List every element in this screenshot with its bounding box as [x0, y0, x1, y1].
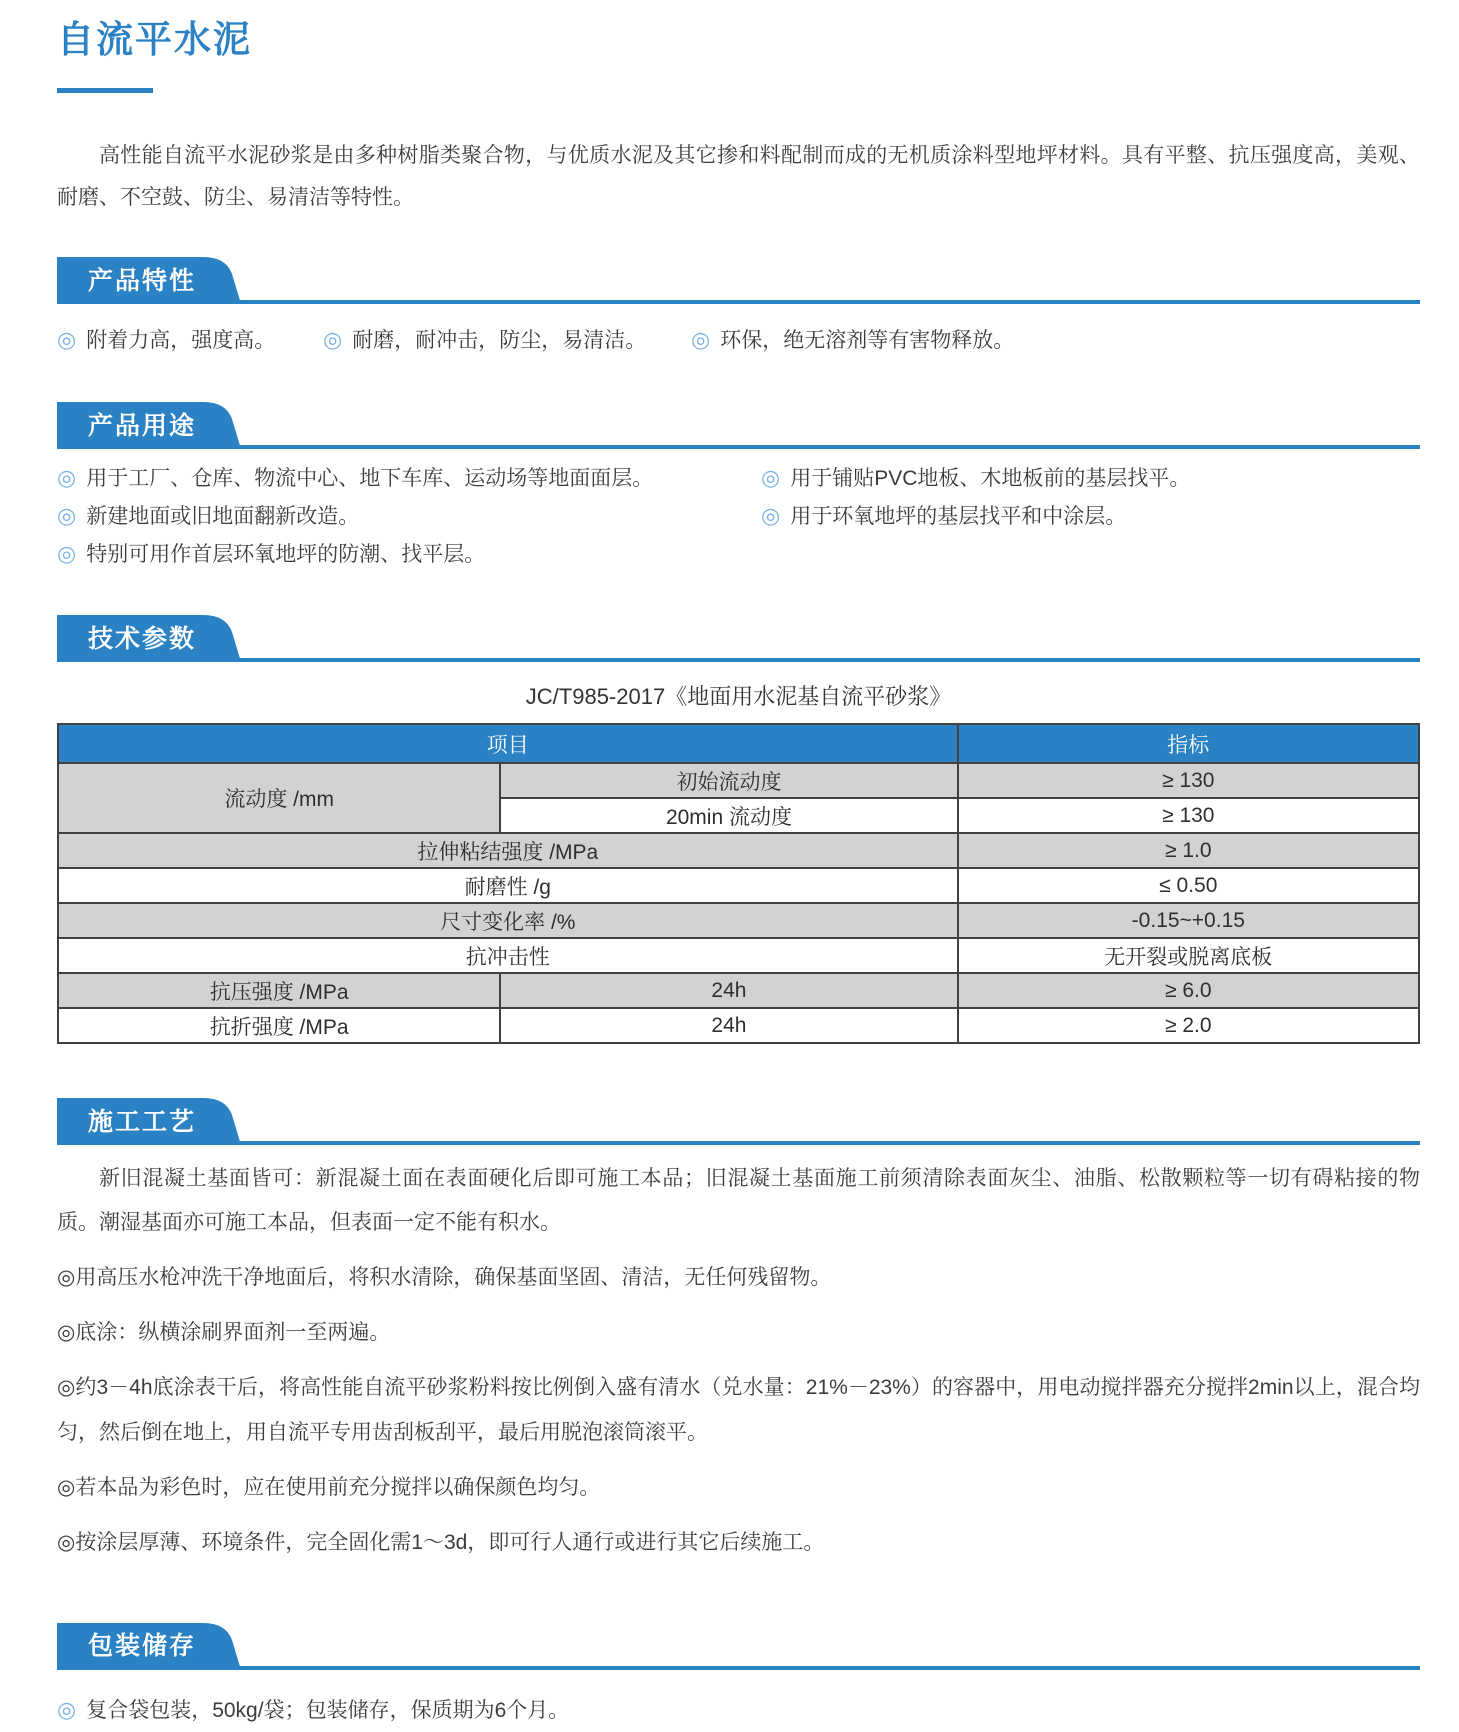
bullseye-icon: ◎ — [57, 1376, 76, 1400]
spec-name-cell: 拉伸粘结强度 /MPa — [58, 833, 958, 868]
section-heading: 技术参数 — [88, 624, 197, 653]
bullseye-icon: ◎ — [761, 503, 781, 529]
spec-value-cell: -0.15~+0.15 — [958, 903, 1419, 938]
features-list — [57, 318, 1420, 362]
section-rule — [57, 1666, 1420, 1670]
spec-sub-cell: 20min 流动度 — [500, 798, 957, 833]
list-item — [57, 1688, 1420, 1732]
list-item — [57, 535, 761, 573]
spec-name-cell: 尺寸变化率 /% — [58, 903, 958, 938]
bullseye-icon: ◎ — [57, 1696, 77, 1722]
use-text: 用于工厂、仓库、物流中心、地下车库、运动场等地面面层。 — [86, 467, 654, 491]
list-item — [57, 318, 323, 362]
section-heading: 施工工艺 — [88, 1107, 197, 1136]
spec-value-cell: ≥ 1.0 — [958, 833, 1419, 868]
section-rule — [57, 300, 1420, 304]
spec-value-cell: ≥ 6.0 — [958, 973, 1419, 1008]
spec-sub-cell: 24h — [500, 973, 957, 1008]
list-item — [57, 1521, 1420, 1565]
spec-name-cell: 流动度 /mm — [58, 763, 500, 833]
section-tab — [57, 257, 247, 304]
table-row — [58, 1008, 1419, 1043]
use-text: 新建地面或旧地面翻新改造。 — [86, 505, 360, 529]
section-tab — [57, 615, 247, 662]
section-rule — [57, 658, 1420, 662]
table-header-row — [58, 724, 1419, 763]
spec-sub-cell: 24h — [500, 1008, 957, 1043]
section-header-process — [57, 1098, 1420, 1145]
bullseye-icon: ◎ — [57, 1475, 76, 1499]
uses-list — [57, 459, 1420, 573]
bullseye-icon: ◎ — [57, 1530, 76, 1554]
bullseye-icon: ◎ — [323, 327, 343, 353]
table-row — [58, 833, 1419, 868]
bullseye-icon: ◎ — [57, 1266, 76, 1290]
process-step-text: 约3－4h底涂表干后，将高性能自流平砂浆粉料按比例倒入盛有清水（兑水量：21%－23%）的容器中，用电动搅拌器充分搅拌2min以上，混合均匀，然后倒在地上，用自流平专用齿刮板刮平，最后用脱泡滚筒滚平。 — [57, 1376, 1420, 1444]
feature-text: 环保，绝无溶剂等有害物释放。 — [720, 329, 1015, 353]
spec-sub-cell: 初始流动度 — [500, 763, 957, 798]
section-header-packaging — [57, 1623, 1420, 1670]
column-header-index: 指标 — [958, 724, 1419, 763]
bullseye-icon: ◎ — [57, 503, 77, 529]
process-step-text: 按涂层厚薄、环境条件，完全固化需1～3d，即可行人通行或进行其它后续施工。 — [75, 1530, 825, 1554]
process-step-text: 底涂：纵横涂刷界面剂一至两遍。 — [75, 1321, 391, 1345]
section-tab — [57, 1098, 247, 1145]
spec-name-cell: 耐磨性 /g — [58, 868, 958, 903]
table-row — [58, 973, 1419, 1008]
list-item — [57, 497, 761, 535]
section-rule — [57, 445, 1420, 449]
bullseye-icon: ◎ — [761, 465, 781, 491]
bullseye-icon: ◎ — [57, 465, 77, 491]
section-heading: 产品特性 — [88, 266, 197, 295]
section-header-features — [57, 257, 1420, 304]
bullseye-icon: ◎ — [57, 541, 77, 567]
list-item — [761, 497, 1420, 535]
standard-reference: JC/T985-2017《地面用水泥基自流平砂浆》 — [525, 684, 952, 710]
spec-name-cell: 抗压强度 /MPa — [58, 973, 500, 1008]
list-item — [57, 1256, 1420, 1300]
feature-text: 附着力高，强度高。 — [86, 329, 276, 353]
use-text: 用于环氧地坪的基层找平和中涂层。 — [790, 505, 1127, 529]
use-text: 特别可用作首层环氧地坪的防潮、找平层。 — [86, 543, 486, 567]
packaging-text: 复合袋包装，50kg/袋；包装储存，保质期为6个月。 — [86, 1698, 570, 1722]
list-item — [761, 459, 1420, 497]
section-tab — [57, 1623, 247, 1670]
table-row — [58, 938, 1419, 973]
table-row — [58, 903, 1419, 938]
intro-paragraph: 高性能自流平水泥砂浆是由多种树脂类聚合物，与优质水泥及其它掺和料配制而成的无机质涂料型地坪材料。具有平整、抗压强度高，美观、耐磨、不空鼓、防尘、易清洁等特性。 — [57, 144, 1420, 210]
process-intro: 新旧混凝土基面皆可：新混凝土面在表面硬化后即可施工本品；旧混凝土基面施工前须清除表面灰尘、油脂、松散颗粒等一切有碍粘接的物质。潮湿基面亦可施工本品，但表面一定不能有积水。 — [57, 1167, 1420, 1235]
list-item — [57, 1311, 1420, 1355]
process-step-text: 若本品为彩色时，应在使用前充分搅拌以确保颜色均匀。 — [75, 1475, 601, 1499]
use-text: 用于铺贴PVC地板、木地板前的基层找平。 — [790, 467, 1191, 491]
specs-table — [57, 723, 1420, 1044]
spec-value-cell: ≤ 0.50 — [958, 868, 1419, 903]
spec-value-cell: ≥ 2.0 — [958, 1008, 1419, 1043]
list-item — [323, 318, 691, 362]
section-heading: 产品用途 — [88, 411, 197, 440]
spec-value-cell: ≥ 130 — [958, 798, 1419, 833]
list-item — [57, 1466, 1420, 1510]
list-item — [57, 459, 761, 497]
spec-name-cell: 抗折强度 /MPa — [58, 1008, 500, 1043]
title-underline — [57, 88, 153, 93]
table-row — [58, 868, 1419, 903]
spec-value-cell: 无开裂或脱离底板 — [958, 938, 1419, 973]
section-rule — [57, 1141, 1420, 1145]
spec-value-cell: ≥ 130 — [958, 763, 1419, 798]
bullseye-icon: ◎ — [57, 1321, 76, 1345]
bullseye-icon: ◎ — [691, 327, 711, 353]
feature-text: 耐磨，耐冲击，防尘，易清洁。 — [352, 329, 647, 353]
page-title: 自流平水泥 — [57, 19, 252, 60]
column-header-item: 项目 — [58, 724, 958, 763]
section-tab — [57, 402, 247, 449]
section-header-specs — [57, 615, 1420, 662]
list-item — [57, 1366, 1420, 1454]
list-item — [691, 318, 1420, 362]
section-header-uses — [57, 402, 1420, 449]
section-heading: 包装储存 — [88, 1632, 197, 1661]
spec-name-cell: 抗冲击性 — [58, 938, 958, 973]
process-step-text: 用高压水枪冲洗干净地面后，将积水清除，确保基面坚固、清洁，无任何残留物。 — [75, 1266, 832, 1290]
bullseye-icon: ◎ — [57, 327, 77, 353]
table-row — [58, 763, 1419, 798]
